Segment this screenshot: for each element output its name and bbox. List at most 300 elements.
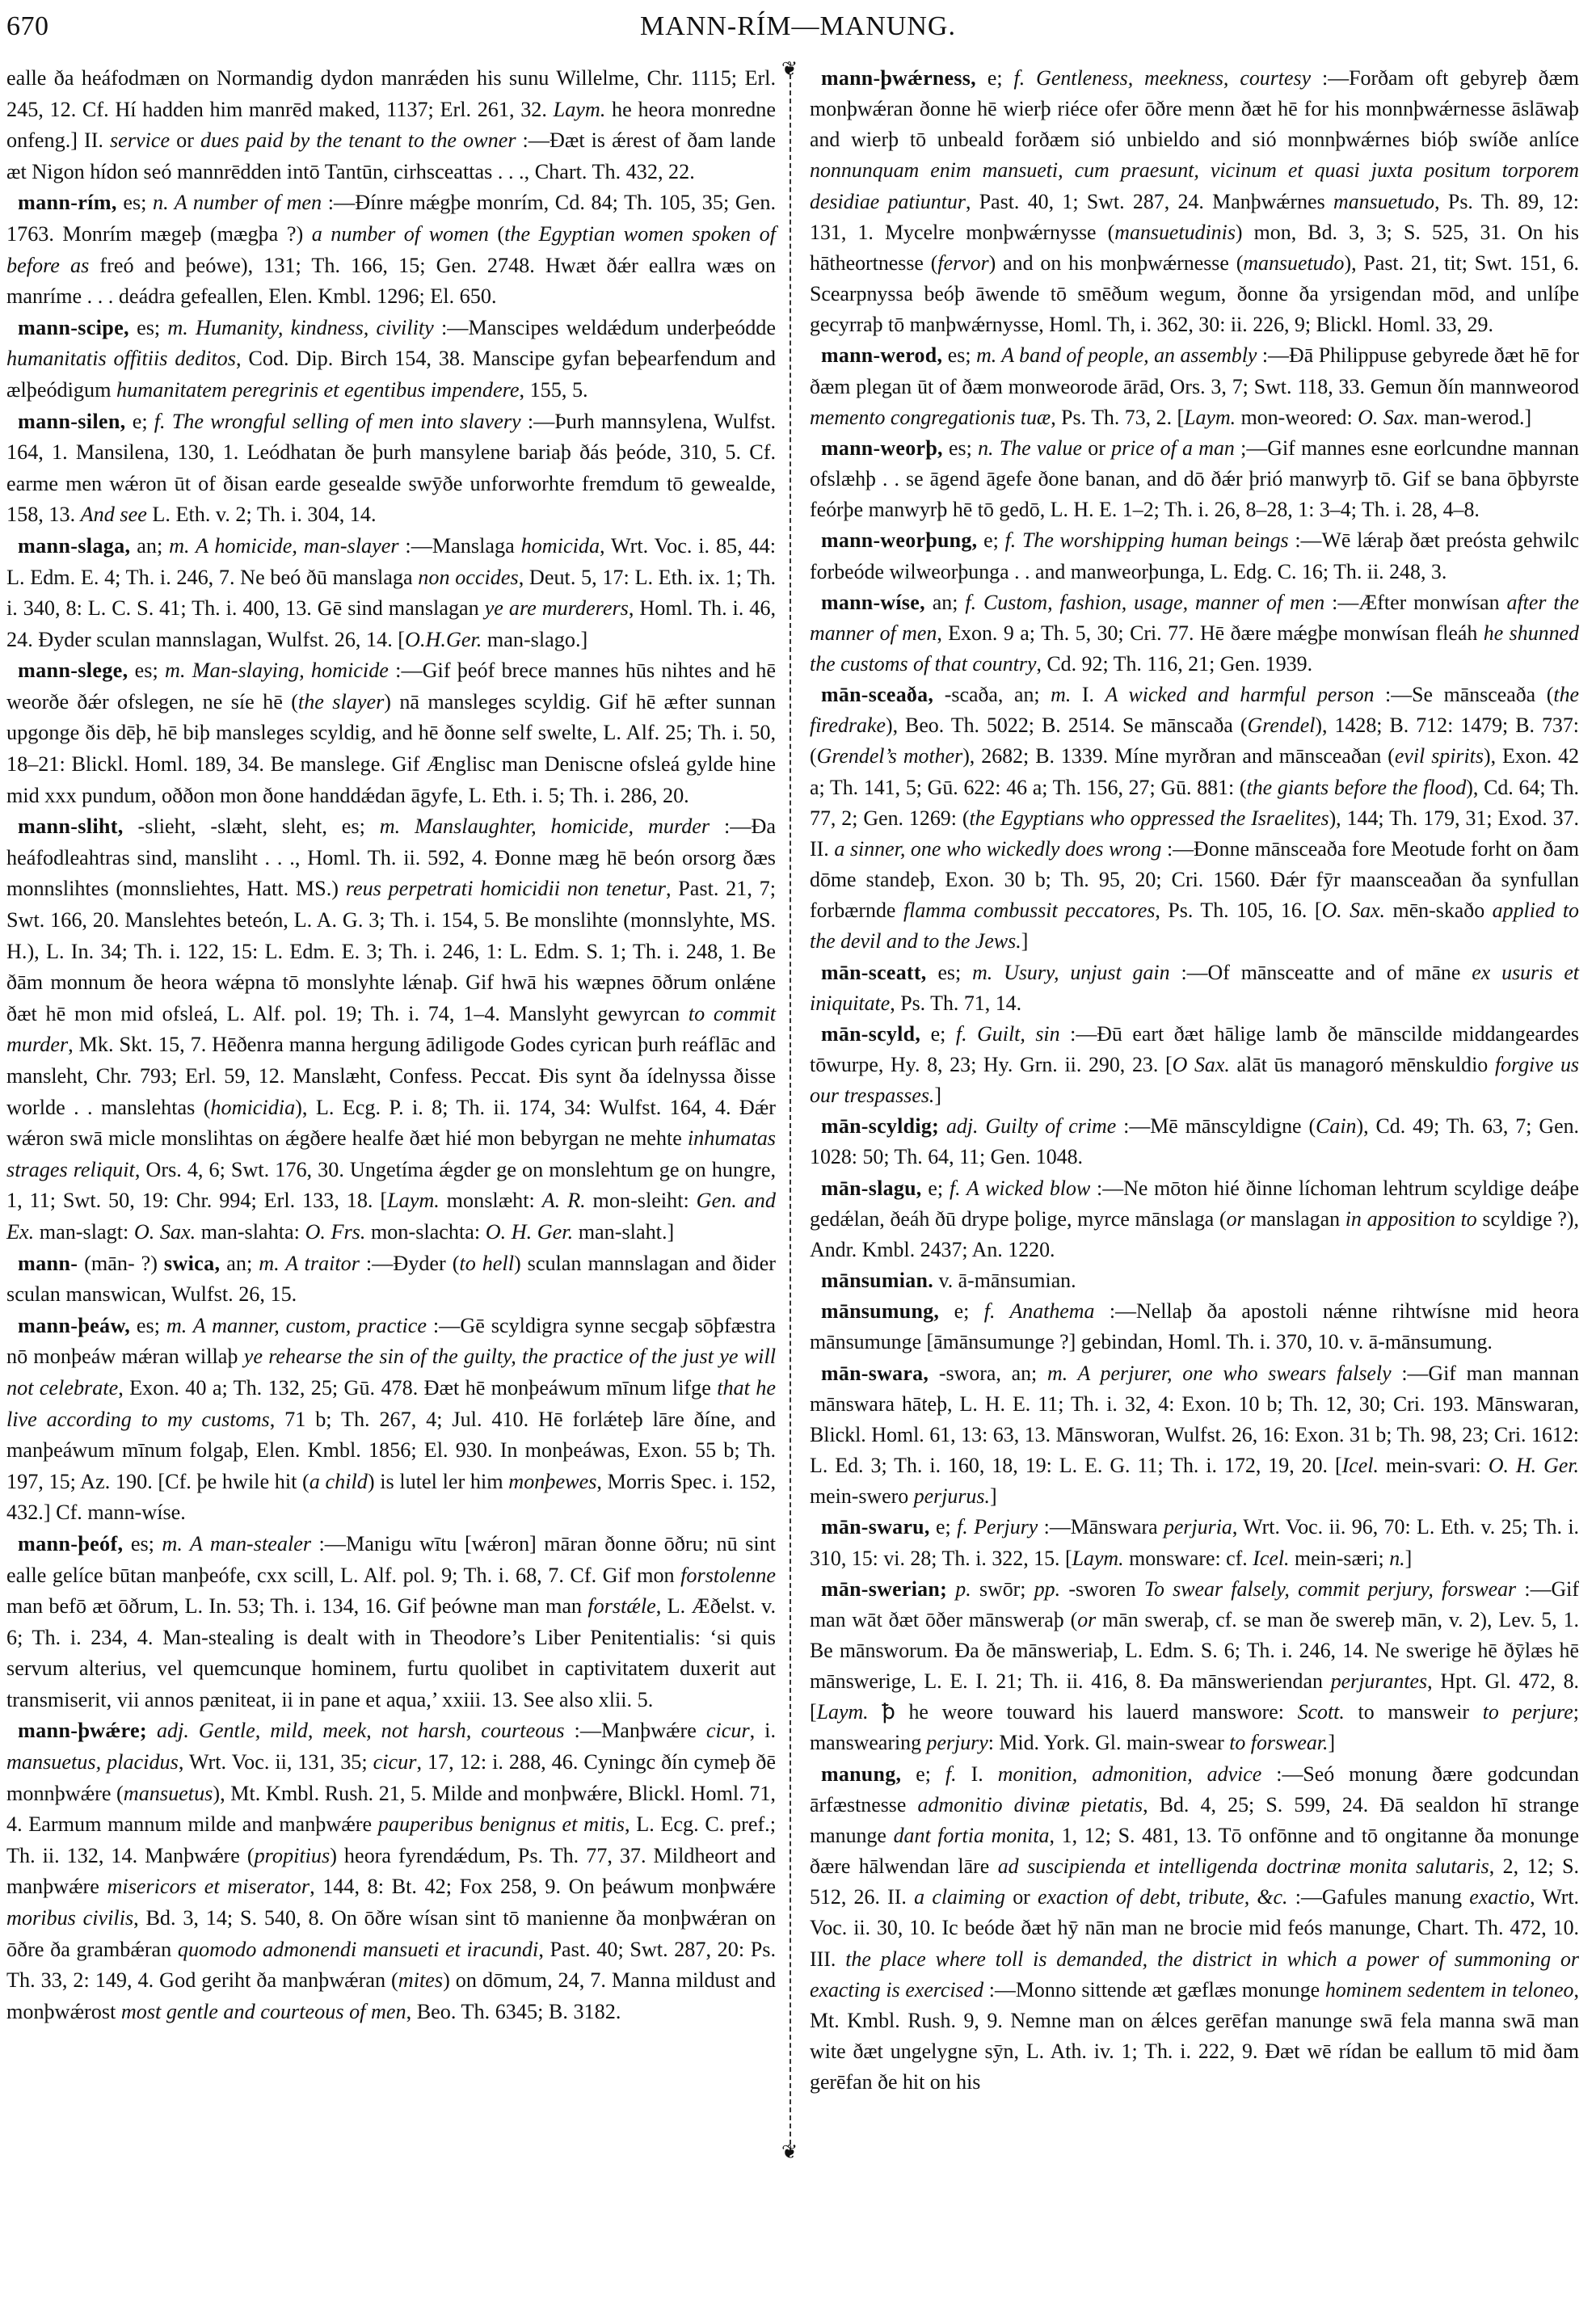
body-text: :—Seó monung ðære godcundan ārfæstnesse: [810, 1762, 1579, 1816]
body-text: e;: [929, 1515, 958, 1539]
dictionary-entry: [6, 1529, 776, 1716]
body-text: , 144, 8: Bt. 42; Fox 258, 9. On þeáwum monþwǽre: [310, 1875, 776, 1899]
body-text: :—Mē mānscyldigne (: [1116, 1114, 1316, 1139]
body-text: man-slaht.]: [573, 1219, 675, 1244]
italic-text: O Sax.: [1172, 1053, 1230, 1076]
body-text: mon-weored:: [1236, 405, 1358, 429]
italic-text: A. R.: [541, 1189, 586, 1213]
body-text: , Ps. Th. 89, 12: 131, 1. Mycelre monþwǽrnysse (: [810, 189, 1580, 244]
dictionary-entry: [810, 1759, 1579, 2098]
body-text: :—Ða heáfodleahtras sind, mansliht . . ., Homl. Th. ii. 592, 4. Ðonne mæg hē beón orsorg ðæs monnslihtes (monnsliehtes, Hatt. MS.): [6, 815, 777, 901]
body-text: , Deut. 5, 17: L. Eth. ix. 1; Th. i. 340, 8: L. C. S. 41; Th. i. 400, 13. Gē sind manslagan: [6, 565, 776, 621]
body-text: , Wrt. Voc. ii. 30, 10. Ic beóde ðæt hȳ nān man ne brocie mid feós manunge, Chart. Th. 472, 10. III.: [810, 1885, 1580, 1971]
body-text: es;: [123, 1531, 162, 1555]
dictionary-entry: [6, 1311, 776, 1529]
italic-text: Cain: [1316, 1114, 1357, 1139]
body-text: I.: [956, 1762, 998, 1786]
body-text: man befō æt ōðrum, L. In. 53; Th. i. 134, 16. Gif þeówne man man: [6, 1594, 588, 1619]
headword: mann-weorþung,: [821, 528, 978, 553]
entry-continuation: [6, 63, 776, 187]
italic-text: perjurus.: [913, 1484, 990, 1509]
italic-text: O. Sax.: [1358, 405, 1419, 429]
body-text: to mansweir: [1344, 1700, 1483, 1724]
italic-text: mansuetudo: [1333, 189, 1435, 213]
body-text: ) mon, Bd. 3, 3; S. 525, 31. On his hātheortnesse (: [810, 220, 1579, 275]
italic-text: to commit murder: [6, 1001, 776, 1057]
italic-text: Laym.: [1072, 1546, 1124, 1570]
italic-text: f.: [945, 1762, 957, 1786]
body-text: es;: [942, 436, 979, 460]
body-text: es;: [128, 315, 168, 339]
body-text: , Ps. Th. 71, 14.: [890, 991, 1022, 1015]
italic-text: non occides: [418, 565, 519, 589]
body-text: he heora monredne onfeng.] II.: [6, 97, 776, 153]
body-text: mon-sleiht:: [585, 1189, 697, 1213]
headword: mann-silen,: [18, 409, 126, 433]
body-text: , 155, 5.: [519, 377, 588, 402]
body-text: I.: [1071, 683, 1105, 707]
body-text: , Bd. 4, 25; S. 599, 24. Ðā sealdon hī strange manunge: [810, 1792, 1579, 1847]
dictionary-entry: [810, 433, 1579, 525]
headword: mann-sliht,: [18, 815, 124, 839]
body-text: mon-slachta:: [365, 1219, 486, 1244]
italic-text: m. A perjurer, one who swears falsely: [1047, 1361, 1392, 1385]
italic-text: after the manner of men: [810, 590, 1579, 645]
italic-text: m. Humanity, kindness, civility: [167, 315, 434, 339]
italic-text: O. Sax.: [133, 1219, 196, 1244]
body-text: swōr;: [971, 1576, 1034, 1601]
italic-text: f. Guilt, sin: [955, 1021, 1060, 1046]
body-text: , 2, 12; S. 512, 26. II.: [810, 1854, 1579, 1909]
body-text: ]: [1328, 1731, 1336, 1755]
headword: mān-sceatt,: [821, 960, 927, 984]
body-text: , Wrt. Voc. i. 85, 44: L. Edm. E. 4; Th. i. 246, 7. Ne beó ðū manslaga: [6, 533, 776, 589]
running-title: MANN-RÍM—MANUNG.: [640, 11, 956, 41]
italic-text: ad suscipienda et intelligenda doctrinæ monita salutaris: [997, 1854, 1489, 1879]
italic-text: or: [1077, 1607, 1097, 1631]
italic-text: to forswear.: [1229, 1731, 1329, 1755]
italic-text: p.: [955, 1576, 971, 1601]
headword: mann-: [18, 1251, 78, 1275]
body-text: ꝥ he weore touward his lauerd manswore:: [868, 1700, 1298, 1724]
headword: mann-scipe,: [18, 315, 129, 339]
italic-text: monþewes: [508, 1469, 597, 1493]
italic-text: O. H. Ger.: [485, 1219, 574, 1244]
body-text: ), Cd. 49; Th. 63, 7; Gen. 1028: 50; Th. 64, 11; Gen. 1048.: [810, 1114, 1579, 1169]
italic-text: monition, admonition, advice: [997, 1762, 1262, 1786]
body-text: or: [1004, 1885, 1038, 1909]
italic-text: Laym.: [387, 1189, 440, 1213]
italic-text: the giants before the flood: [1246, 775, 1467, 799]
italic-text: a claiming: [914, 1885, 1005, 1909]
italic-text: adj. Guilty of crime: [945, 1114, 1117, 1139]
body-text: ) heora fyrendǽdum, Ps. Th. 77, 37. Mildheort and manþwǽre: [6, 1843, 777, 1899]
italic-text: f. The wrongful selling of men into slavery: [154, 409, 521, 433]
body-text: ) on dōmum, 24, 7. Manna mildust and monþwǽrost: [6, 1968, 776, 2023]
body-text: [939, 1114, 946, 1138]
body-text: , Past. 40, 1; Swt. 287, 24. Manþwǽrnes: [965, 189, 1333, 213]
italic-text: mansuetus: [123, 1781, 213, 1805]
italic-text: most gentle and courteous of men: [120, 1999, 406, 2023]
headword: mānsumian.: [821, 1269, 933, 1293]
body-text: :—Gif man mannan mānswara hāteþ, L. H. E. 11; Th. i. 32, 4: Exon. 10 b; Th. 12, 30; Cri. 193. Mānswaran, Blickl. Homl. 61, 13: 63, 13. Mānsworan, Wulfst. 26, 16: Exon. 31 b; Th. 98, 23; Cri. 1612: L. Ed. 3; Th. i. 160, 18, 19: L. E. G. 11; Th. i. 172, 19, 20. [: [810, 1361, 1579, 1478]
body-text: ]: [989, 1484, 997, 1509]
italic-text: a child: [309, 1469, 368, 1493]
headword: mann-þwǽrness,: [821, 66, 976, 90]
italic-text: the place where toll is demanded, the district in which a power of summoning or exacting is exercised: [810, 1947, 1580, 2002]
italic-text: memento congregationis tuæ: [810, 405, 1051, 429]
body-text: es;: [942, 343, 977, 368]
italic-text: A wicked and harmful person: [1105, 683, 1375, 707]
body-text: , Past. 40; Swt. 287, 20: Ps. Th. 33, 2: 149, 4. God geriht ða manþwǽran (: [6, 1937, 777, 1993]
body-text: , 71 b; Th. 267, 4; Jul. 410. Hē forlǽteþ lāre ðíne, and manþeáwum mīnum folgaþ, Elen. Kmbl. 1856; El. 930. In monþeáwas, Exon. 55 b; Th. 197, 15; Az. 190. [Cf. þe hwile hit (: [6, 1407, 776, 1493]
italic-text: O. Frs.: [305, 1219, 366, 1244]
italic-text: ye rehearse the sin of the guilty, the practice of the just ye will not celebrate: [6, 1345, 777, 1400]
italic-text: O. Sax.: [1321, 899, 1386, 923]
body-text: :—Monno sittende æt gæflæs monunge: [983, 1977, 1325, 2002]
column-divider: [790, 74, 791, 2153]
body-text: mein-særi;: [1289, 1546, 1390, 1570]
body-text: :—Ðyder (: [359, 1251, 460, 1275]
body-text: :—Ðū eart ðæt hālige lamb ðe mānscilde middangeardes tōwurpe, Hy. 8, 23; Hy. Grn. ii. 290, 23. [: [810, 1021, 1579, 1076]
italic-text: mansuetudinis: [1114, 220, 1236, 244]
italic-text: perjuria: [1163, 1515, 1232, 1539]
italic-text: perjurantes: [1330, 1669, 1428, 1694]
headword: mann-weorþ,: [821, 436, 943, 460]
italic-text: flamma combussit peccatores: [903, 899, 1156, 923]
italic-text: f. A wicked blow: [949, 1176, 1091, 1200]
italic-text: cicur: [705, 1719, 750, 1743]
italic-text: O.H.Ger.: [405, 627, 482, 651]
dictionary-entry: [6, 1248, 776, 1311]
headword: swica,: [163, 1251, 221, 1275]
dictionary-entry: [810, 587, 1579, 680]
italic-text: m. A man-stealer: [162, 1531, 312, 1555]
body-text: :—Of mānsceatte and of māne: [1169, 960, 1472, 984]
italic-text: propitius: [254, 1843, 331, 1867]
body-text: e;: [921, 1176, 950, 1200]
body-text: , L. Æðelst. v. 6; Th. i. 234, 4. Man-stealing is dealt with in Theodore’s Liber Penitentialis: ‘si quis servum alterius, vel quemcunque hominem, furtu quolibet in captivitatem duxerit aut transmiserit, vii annos pæniteat, ii in pane et aqua,’ xxiii. 13. See also xlii. 5.: [6, 1594, 776, 1711]
italic-text: homicidia: [210, 1095, 296, 1119]
body-text: or: [1081, 436, 1112, 460]
dictionary-entry: [810, 340, 1579, 432]
italic-text: a number of women: [311, 221, 489, 246]
italic-text: n. A number of men: [153, 191, 322, 215]
italic-text: forstolenne: [680, 1563, 776, 1587]
dictionary-entry: [810, 1358, 1579, 1513]
body-text: scyldige ?), Andr. Kmbl. 2437; An. 1220.: [810, 1206, 1579, 1261]
body-text: , Morris Spec. i. 152, 432.] Cf. mann-wíse.: [6, 1469, 776, 1525]
italic-text: cicur: [373, 1750, 417, 1774]
body-text: ]: [1404, 1546, 1413, 1570]
body-text: ), Beo. Th. 5022; B. 2514. Se mānscaða (: [885, 714, 1248, 738]
body-text: , Wrt. Voc. ii. 96, 70: L. Eth. v. 25; Th. i. 310, 15: vi. 28; Th. i. 322, 15. [: [810, 1515, 1579, 1570]
body-text: [947, 1577, 955, 1601]
italic-text: m. A traitor: [259, 1251, 360, 1275]
italic-text: humanitatem peregrinis et egentibus impendere: [116, 377, 520, 402]
body-text: :—Gif man wāt ðæt ōðer mānsweraþ (: [810, 1576, 1579, 1631]
body-text: es;: [128, 659, 166, 683]
body-text: monslæht:: [439, 1189, 542, 1213]
italic-text: humanitatis offitiis deditos: [6, 347, 236, 371]
headword: mann-þwǽre;: [18, 1719, 147, 1743]
headword: mann-þeóf,: [18, 1531, 124, 1555]
dictionary-entry: [6, 1715, 776, 2027]
body-text: manslagan: [1244, 1206, 1345, 1231]
dictionary-entry: [810, 1265, 1579, 1296]
italic-text: To swear falsely, commit perjury, forswear: [1143, 1576, 1517, 1601]
italic-text: Scott.: [1297, 1700, 1345, 1724]
italic-text: m. Manslaughter, homicide, murder: [379, 815, 710, 839]
page-header: [0, 11, 1596, 60]
body-text: v. ā-mānsumian.: [933, 1269, 1076, 1293]
italic-text: f. Custom, fashion, usage, manner of men: [965, 590, 1325, 614]
body-text: , 1, 12; S. 481, 13. Tō onfōnne and tō ongitanne ða monunge ðære hālwendan lāre: [810, 1823, 1579, 1879]
italic-text: homicida: [520, 533, 600, 558]
italic-text: Icel.: [1253, 1546, 1290, 1570]
body-text: :—Ðonne mānsceaða fore Meotude forht on ðam dōme standeþ, Exon. 30 b; Th. 95, 20; Cri. 1560. Ðǽr fȳr maansceaðan ða synfullan forbærnde: [810, 836, 1579, 923]
body-text: , Mk. Skt. 15, 7. Hēðenra manna hergung ādiligode Godes cyrican þurh reáflāc and mansleht, Chr. 793; Erl. 59, 12. Manslæht, Confess. Peccat. Ðis synt ða ídelnyssa ðisse worlde . . manslehtas (: [6, 1033, 776, 1119]
italic-text: or: [1226, 1206, 1245, 1231]
body-text: e;: [125, 409, 154, 433]
italic-text: Laym.: [1184, 405, 1236, 429]
body-text: -slieht, -slæht, sleht, es;: [123, 815, 380, 839]
dictionary-entry: [6, 655, 776, 811]
body-text: ;—Gif mannes esne eorlcundne mannan ofslæhþ . . se āgend āgefe ðone banan, and dō ðǽr þrió manwyrþ tō. Gif se bana ōþbyrste feórþe manwyrþ hē tō gedō, L. H. E. 1–2; Th. i. 26, 8–28, 1: 3–4; Th. i. 28, 4–8.: [810, 436, 1579, 522]
body-text: e;: [920, 1021, 956, 1046]
body-text: es;: [130, 1313, 166, 1337]
italic-text: service: [109, 128, 171, 153]
body-text: :—Ðínre mǽgþe monrím, Cd. 84; Th. 105, 35; Gen. 1763. Monrím mægeþ (mægþa ?): [6, 191, 777, 246]
body-text: :—Mānswara: [1038, 1515, 1164, 1539]
body-text: (: [488, 221, 505, 246]
dictionary-entry: [810, 1574, 1579, 1759]
italic-text: pp.: [1034, 1576, 1061, 1601]
page-number: 670: [6, 11, 49, 41]
body-text: :—Ðā Philippuse gebyrede ðæt hē for ðæm plegan ūt of ðæm monweorode ārād, Ors. 3, 7; Swt. 118, 33. Gemun ðín mannweorod: [810, 343, 1579, 398]
italic-text: m. Usury, unjust gain: [972, 960, 1170, 984]
dictionary-entry: [810, 1111, 1579, 1172]
italic-text: n. The value: [978, 436, 1082, 460]
headword: mān-slagu,: [821, 1176, 922, 1200]
body-text: ]: [1021, 929, 1029, 953]
italic-text: the firedrake: [810, 683, 1580, 738]
headword: mān-swara,: [821, 1361, 929, 1385]
italic-text: mansuetudo: [1243, 250, 1345, 275]
italic-text: exactio: [1469, 1885, 1531, 1909]
italic-text: nonnunquam enim mansueti, cum praesunt, vicinum et quasi juxta positum torporem desidiae patiuntur: [810, 158, 1579, 213]
italic-text: moribus civilis: [6, 1906, 134, 1930]
body-text: :—Manþwǽre: [564, 1719, 706, 1743]
headword: mann-slaga,: [18, 533, 131, 558]
body-text: ealle ða heáfodmæn on Normandig dydon manrǽden his sunu Willelme, Chr. 1115; Erl. 245, 12. Cf. Hí hadden him manrēd maked, 1137; Erl. 261, 32.: [6, 66, 776, 121]
italic-text: he shunned the customs of that country: [810, 621, 1579, 676]
body-text: , Bd. 3, 14; S. 540, 8. On ōðre wísan sint tō manienne ða monþwǽran on ōðre ða grambǽran: [6, 1906, 776, 1961]
body-text: e;: [939, 1299, 984, 1324]
body-text: ), Exon. 42 a; Th. 141, 5; Gū. 622: 46 a; Th. 156, 27; Gū. 881: (: [810, 744, 1579, 799]
italic-text: f. Gentleness, meekness, courtesy: [1013, 66, 1312, 90]
italic-text: the slayer: [297, 689, 385, 714]
headword: mān-sceaða,: [821, 683, 934, 707]
body-text: ), 2682; B. 1339. Míne myrðran and mānsceaðan (: [962, 744, 1395, 768]
body-text: :—Ðæt is ǽrest of ðam lande æt Nigon hídon seó mannrēdden intō Tantūn, cirhsceattas . . ., Chart. Th. 432, 22.: [6, 128, 776, 183]
body-text: , Mt. Kmbl. Rush. 9, 9. Nemne man on ǽlces gerēfan manunge swā fela manna swā man wite ðæt ungelygne sȳn, L. Ath. iv. 1; Th. i. 222, 9. Ðæt wē rídan be eallum tō mid ðam gerēfan ðe hit on his: [810, 1977, 1579, 2094]
body-text: es;: [926, 960, 973, 984]
dictionary-entry: [810, 1173, 1579, 1265]
body-text: -scaða, an;: [933, 683, 1051, 707]
dictionary-entry: [810, 680, 1579, 957]
italic-text: m.: [1051, 683, 1072, 707]
body-text: , Ps. Th. 105, 16. [: [1155, 899, 1322, 923]
headword: mann-rím,: [18, 191, 117, 215]
body-text: :—Ne mōton hié ðinne líchoman lehtrum scyldige deáþe gedǽlan, ðeáh ðū drype þolige, myrce mānslaga (: [810, 1176, 1579, 1231]
italic-text: inhumatas strages reliquit: [6, 1126, 776, 1181]
body-text: , Beo. Th. 6345; B. 3182.: [406, 1999, 621, 2023]
body-text: :—Gafules manung: [1287, 1885, 1470, 1909]
italic-text: the Egyptians who oppressed the Israelites: [969, 806, 1329, 830]
body-text: :—Gē scyldigra synne secgaþ sōþfæstra nō monþeáw mǽran willaþ: [6, 1313, 776, 1369]
body-text: man-slagt:: [34, 1219, 134, 1244]
dictionary-entry: [810, 958, 1579, 1019]
body-text: mein-svari:: [1378, 1454, 1489, 1478]
ornament-top-icon: ❦: [781, 59, 798, 80]
headword: mān-scyldig;: [821, 1114, 939, 1139]
body-text: freó and þeówe), 131; Th. 166, 15; Gen. 2748. Hwæt ðǽr eallra wæs on manríme . . . deádra gefeallen, Elen. Kmbl. 1296; El. 650.: [6, 253, 776, 309]
dictionary-entry: [810, 1512, 1579, 1573]
italic-text: ye are murderers: [484, 596, 629, 621]
body-text: , Cd. 92; Th. 116, 21; Gen. 1939.: [1036, 651, 1313, 676]
body-text: -swora, an;: [929, 1361, 1047, 1385]
body-text: -sworen: [1060, 1576, 1144, 1601]
body-text: , Past. 21, 7; Swt. 166, 20. Manslehtes beteón, L. A. G. 3; Th. i. 154, 5. Be monslihte (monnslyhte, MS. H.), L. In. 34; Th. i. 122, 15: L. Edm. E. 3; Th. i. 246, 1: L. Edm. S. 1; Th. i. 248, 1. Be ðām monnum ðe heora wǽpna tō monslyhte lǽnaþ. Gif hwā his wæpnes ōðrum onlǽne ðæt hē mon mid ofsleá, L. Alf. pol. 19; Th. i. 74, 1–4. Manslyht gewyrcan: [6, 877, 776, 1025]
body-text: an;: [924, 590, 966, 614]
body-text: , Wrt. Voc. ii, 131, 35;: [178, 1750, 373, 1774]
italic-text: Laym.: [553, 97, 606, 121]
headword: mann-wíse,: [821, 590, 925, 614]
body-text: :—Manigu wītu [wǽron] māran ðonne ōðru; nū sint ealle gelíce būtan manþeófe, cxx scill, L. Alf. pol. 9; Th. i. 68, 7. Cf. Gif mon: [6, 1531, 776, 1587]
dictionary-entry: [6, 406, 776, 531]
body-text: alāt ūs managoró mēnskuldio: [1229, 1053, 1495, 1076]
body-text: :—Forðam oft gebyreþ ðæm monþwǽran ðonne hē wierþ riéce ofer ōðre menn ðæt hē for his monnþwǽrnesse āslāwaþ and wierþ tō unbeald forðæm sió unbieldo and sió monnþwǽrnes bióþ swíðe anlíce: [810, 66, 1579, 152]
italic-text: m. A homicide, man-slayer: [169, 533, 399, 558]
italic-text: misericors et miserator: [107, 1875, 310, 1899]
headword: mān-swaru,: [821, 1515, 930, 1539]
body-text: : Mid. York. Gl. main-swear: [987, 1731, 1230, 1755]
italic-text: ex usuris et iniquitate: [810, 960, 1579, 1015]
italic-text: fervor: [937, 250, 989, 275]
body-text: ) nā mansleges scyldig. Gif hē æfter sunnan upgonge ðis dēþ, hē biþ mansleges scyldig, and hē ðonne self swelte, L. Alf. 25; Th. i. 50, 18–21: Blickl. Homl. 189, 34. Be manslege. Gif Ænglisc man Deniscne ofsleá gylde hine mid xxx pundum, oððon mon ðone handdǽdan āgyfe, L. Eth. i. 5; Th. i. 286, 20.: [6, 689, 777, 807]
body-text: , Cod. Dip. Birch 154, 38. Manscipe gyfan beþearfendum and ælþeódigum: [6, 347, 776, 402]
headword: mann-werod,: [821, 343, 943, 368]
italic-text: m. A manner, custom, practice: [166, 1313, 427, 1337]
italic-text: pauperibus benignus et mitis: [377, 1812, 625, 1837]
body-text: , i.: [749, 1719, 776, 1743]
italic-text: dant fortia monita: [893, 1823, 1050, 1847]
body-text: ), L. Ecg. P. i. 8; Th. ii. 174, 34: Wulfst. 164, 4. Ðǽr wǽron swā micle monslihtas on ǽgðere healfe ðæt hié mon bebyrgan ne mehte: [6, 1095, 776, 1151]
body-text: :—Manscipes weldǽdum underþeódde: [433, 315, 776, 339]
headword: mānsumung,: [821, 1299, 940, 1324]
dictionary-entry: [6, 313, 776, 406]
italic-text: adj. Gentle, mild, meek, not harsh, courteous: [156, 1719, 565, 1743]
body-text: , Exon. 40 a; Th. 132, 25; Gū. 478. Ðæt hē monþeáwum mīnum lifge: [118, 1375, 718, 1400]
body-text: , L. Ecg. C. pref.; Th. ii. 132, 14. Manþwǽre (: [6, 1812, 776, 1867]
italic-text: Grendel: [1247, 714, 1316, 738]
italic-text: f. Perjury: [957, 1515, 1038, 1539]
italic-text: price of a man: [1111, 436, 1235, 460]
dictionary-entry: [6, 531, 776, 655]
dictionary-entry: [810, 525, 1579, 587]
body-text: :—Nellaþ ða apostoli nǽnne rihtwísne mid heora mānsumunge [āmānsumunge ?] gebindan, Homl. Th. i. 370, 10. v. ā-mānsumung.: [810, 1299, 1579, 1354]
body-text: man-werod.]: [1418, 405, 1532, 429]
body-text: ) and on his monþwǽrnesse (: [988, 250, 1244, 275]
body-text: an;: [130, 533, 170, 558]
italic-text: a sinner, one who wickedly does wrong: [834, 836, 1162, 861]
body-text: es;: [116, 191, 154, 215]
body-text: ), 1428; B. 712: 1479; B. 737: (: [810, 714, 1579, 768]
body-text: an;: [220, 1251, 259, 1275]
italic-text: dues paid by the tenant to the owner: [200, 128, 516, 153]
body-text: (mān- ?): [78, 1251, 164, 1275]
body-text: :—Þurh mannsylena, Wulfst. 164, 1. Mansilena, 130, 1. Leódhatan ðe þurh mansylene bariaþ ðás þeóde, 310, 5. Cf. earme men wǽron ūt of ðisan earde gesealde swȳðe unforworhte fremdum tō gewealde, 158, 13.: [6, 409, 776, 527]
italic-text: mites: [398, 1968, 444, 1993]
body-text: ; manswearing: [810, 1700, 1579, 1755]
italic-text: quomodo admonendi mansueti et iracundi: [177, 1937, 539, 1961]
italic-text: hominem sedentem in teloneo: [1324, 1977, 1574, 2002]
italic-text: Icel.: [1341, 1454, 1379, 1478]
italic-text: f. Anathema: [983, 1299, 1095, 1324]
italic-text: Grendel’s mother: [816, 744, 963, 768]
body-text: [147, 1719, 157, 1742]
headword: mān-swerian;: [821, 1576, 948, 1601]
headword: mann-þeáw,: [18, 1313, 131, 1337]
italic-text: forstǽle: [587, 1594, 656, 1619]
dictionary-entry: [6, 811, 776, 1248]
body-text: ), Past. 21, tit; Swt. 151, 6. Scearpnyssa beóþ āwende tō smēðum wegum, ðonne ða yrsigendan mōd, and unlíþe gecyrraþ tō manþwǽrnysse, Homl. Th, i. 362, 30: ii. 226, 9; Blickl. Homl. 33, 29.: [810, 250, 1579, 337]
body-text: monsware: cf.: [1123, 1546, 1253, 1570]
italic-text: evil spirits: [1394, 744, 1484, 768]
italic-text: O. H. Ger.: [1488, 1454, 1580, 1478]
dictionary-entry: [6, 187, 776, 312]
ornament-bottom-icon: ❦: [781, 2142, 798, 2163]
italic-text: forgive us our trespasses.: [810, 1053, 1580, 1108]
body-text: e;: [975, 66, 1014, 90]
headword: mān-scyld,: [821, 1021, 921, 1046]
body-text: man-slahta:: [196, 1219, 305, 1244]
body-text: mān sweraþ, cf. se man ðe swereþ mān, v. 2), Lev. 5, 1. Be mānsworum. Ða ðe mānsweriaþ, L. Edm. S. 6; Th. i. 246, 14. Ne swerige hē ðȳlæs hē mānswerige, L. E. I. 21; Th. ii. 416, 8. Ða mānsweriendan: [810, 1607, 1579, 1694]
body-text: ]: [934, 1084, 942, 1108]
body-text: e;: [901, 1762, 945, 1786]
body-text: L. Eth. v. 2; Th. i. 304, 14.: [146, 503, 377, 527]
body-text: ), Cd. 64; Th. 77, 2; Gen. 1269: (: [810, 775, 1579, 830]
italic-text: to perjure: [1482, 1700, 1573, 1724]
body-text: ) sculan mannslagan and ðider sculan manswican, Wulfst. 26, 15.: [6, 1251, 776, 1307]
italic-text: in apposition to: [1345, 1206, 1477, 1231]
body-text: :—Æfter monwísan: [1324, 590, 1507, 614]
italic-text: n.: [1389, 1546, 1405, 1570]
body-text: ), Mt. Kmbl. Rush. 21, 5. Milde and monþwǽre, Blickl. Homl. 71, 4. Earmum mannum milde and manþwǽre: [6, 1781, 776, 1837]
body-text: , Hpt. Gl. 472, 8. [: [810, 1669, 1580, 1724]
dictionary-entry: [810, 63, 1579, 340]
body-text: :—Se mānsceaða (: [1374, 683, 1554, 707]
body-text: :—Gif þeóf brece mannes hūs nihtes and hē weorðe ðǽr ofslegen, ne síe hē (: [6, 659, 777, 714]
right-column: [810, 63, 1579, 2098]
italic-text: to hell: [459, 1251, 514, 1275]
dictionary-entry: [810, 1019, 1579, 1111]
dictionary-entry: [810, 1296, 1579, 1358]
italic-text: the Egyptian women spoken of before as: [6, 221, 776, 277]
italic-text: that he live according to my customs: [6, 1375, 776, 1431]
italic-text: mansuetus, placidus: [6, 1750, 179, 1774]
